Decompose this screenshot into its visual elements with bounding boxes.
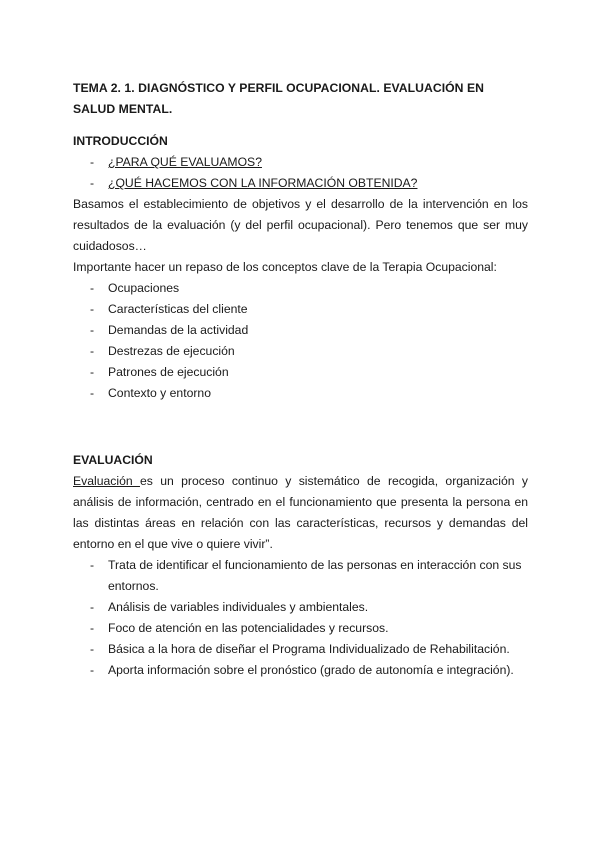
dash-bullet: - xyxy=(90,600,95,614)
dash-bullet: - xyxy=(90,558,95,572)
concept-item xyxy=(73,299,528,320)
dash-bullet: - xyxy=(90,663,95,677)
question-list xyxy=(73,152,528,194)
evaluation-term: Evaluación xyxy=(73,474,140,488)
concept-text: Ocupaciones xyxy=(108,281,180,295)
dash-bullet: - xyxy=(90,386,95,400)
question-text: ¿QUÉ HACEMOS CON LA INFORMACIÓN OBTENIDA? xyxy=(108,176,418,190)
evaluation-point-text: Trata de identificar el funcionamiento de las personas en interacción con sus entornos. xyxy=(108,558,522,593)
concept-item xyxy=(73,383,528,404)
evaluation-point-text: Básica a la hora de diseñar el Programa Individualizado de Rehabilitación. xyxy=(108,642,510,656)
evaluation-points-list xyxy=(73,555,528,681)
question-item xyxy=(73,173,528,194)
concept-item xyxy=(73,341,528,362)
dash-bullet: - xyxy=(90,642,95,656)
dash-bullet: - xyxy=(90,365,95,379)
evaluation-point-text: Análisis de variables individuales y ambientales. xyxy=(108,600,369,614)
document-title: TEMA 2. 1. DIAGNÓSTICO Y PERFIL OCUPACIONAL. EVALUACIÓN EN SALUD MENTAL. xyxy=(73,81,484,116)
concept-item xyxy=(73,278,528,299)
evaluation-point xyxy=(73,597,528,618)
dash-bullet: - xyxy=(90,176,95,190)
dash-bullet: - xyxy=(90,323,95,337)
concepts-intro-paragraph: Importante hacer un repaso de los conceptos clave de la Terapia Ocupacional: xyxy=(73,260,497,274)
evaluation-point xyxy=(73,639,528,660)
concept-text: Demandas de la actividad xyxy=(108,323,249,337)
concept-text: Patrones de ejecución xyxy=(108,365,229,379)
evaluation-point xyxy=(73,555,528,597)
evaluation-point xyxy=(73,618,528,639)
evaluation-heading: EVALUACIÓN xyxy=(73,453,153,467)
evaluation-point xyxy=(73,660,528,681)
intro-heading: INTRODUCCIÓN xyxy=(73,134,168,148)
dash-bullet: - xyxy=(90,302,95,316)
evaluation-definition-paragraph xyxy=(73,471,528,555)
document-body xyxy=(73,78,528,681)
concept-text: Características del cliente xyxy=(108,302,248,316)
question-text: ¿PARA QUÉ EVALUAMOS? xyxy=(108,155,262,169)
concept-item xyxy=(73,362,528,383)
dash-bullet: - xyxy=(90,281,95,295)
dash-bullet: - xyxy=(90,344,95,358)
evaluation-point-text: Aporta información sobre el pronóstico (grado de autonomía e integración). xyxy=(108,663,514,677)
evaluation-definition-text: es un proceso continuo y sistemático de recogida, organización y análisis de información, centrado en el funcionamiento que presenta la persona en las distintas áreas en relación con las características, recursos y demandas del entorno en el que vive o quiere vivir”. xyxy=(73,474,528,551)
concepts-list xyxy=(73,278,528,404)
dash-bullet: - xyxy=(90,621,95,635)
concept-item xyxy=(73,320,528,341)
question-item xyxy=(73,152,528,173)
evaluation-point-text: Foco de atención en las potencialidades y recursos. xyxy=(108,621,389,635)
concept-text: Destrezas de ejecución xyxy=(108,344,235,358)
concept-text: Contexto y entorno xyxy=(108,386,211,400)
intro-paragraph: Basamos el establecimiento de objetivos y el desarrollo de la intervención en los resultados de la evaluación (y del perfil ocupacional). Pero tenemos que ser muy cuidadosos… xyxy=(73,197,528,253)
dash-bullet: - xyxy=(90,155,95,169)
